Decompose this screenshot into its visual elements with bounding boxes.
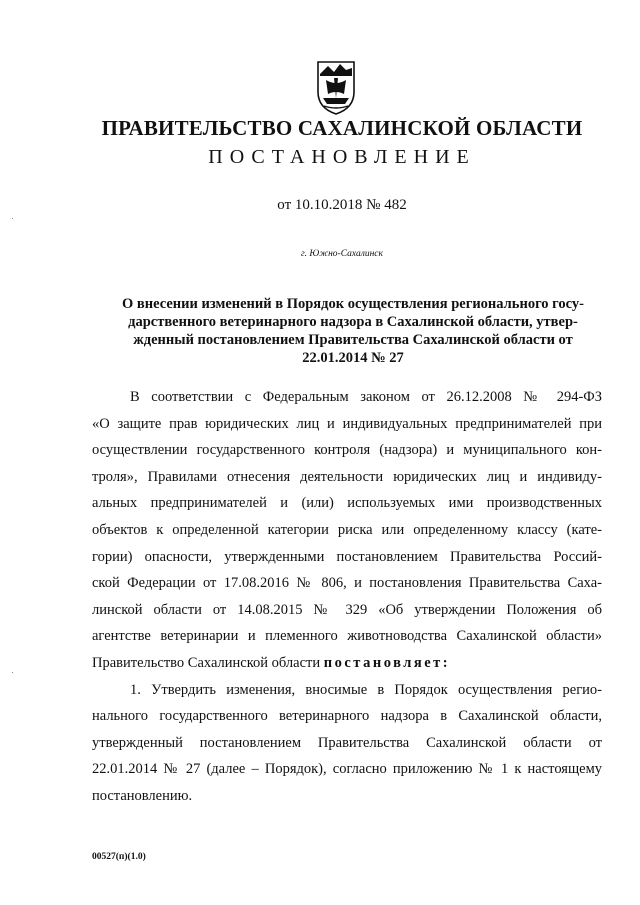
body-line-resolution [92,650,602,677]
body-line: объектов к определенной категории риска или определенному классу (кате- [92,521,602,538]
body-line: осуществлении государственного контроля (надзора) и муниципального кон- [92,442,602,459]
body-line: В соответствии с Федеральным законом от 26.12.2008 № 294-ФЗ [130,389,602,405]
body-text: Правительство Сахалинской области [92,654,324,671]
body-line: альных предпринимателей и (или) используемых ими производственных [92,495,602,512]
title-line: О внесении изменений в Порядок осуществления регионального госу- [122,296,584,312]
title-line: 22.01.2014 № 27 [302,350,404,366]
document-kind: ПОСТАНОВЛЕНИЕ [208,146,476,168]
body-line: 1. Утвердить изменения, вносимые в Порядок осуществления регио- [130,681,602,698]
organization-name: ПРАВИТЕЛЬСТВО САХАЛИНСКОЙ ОБЛАСТИ [101,116,583,140]
body-line: линской области от 14.08.2015 № 329 «Об утверждении Положения об [92,601,602,618]
body-line: утвержденный постановлением Правительства Сахалинской области от [92,734,602,751]
coat-of-arms-icon [314,58,358,116]
body-line: нального государственного ветеринарного надзора в Сахалинской области, [92,708,602,725]
body-line: постановлению. [92,787,193,804]
body-line: 22.01.2014 № 27 (далее – Порядок), согласно приложению № 1 к настоящему [92,761,602,778]
title-line: жденный постановлением Правительства Сахалинской области от [133,332,573,348]
document-code: 00527(п)(1.0) [92,852,146,862]
body-line: ской Федерации от 17.08.2016 № 806, и постановления Правительства Саха- [92,575,602,592]
scan-speck [12,218,13,219]
document-body [92,384,602,810]
document-city: г. Южно-Сахалинск [301,249,383,259]
body-line: троля», Правилами отнесения деятельности юридических лиц и индивиду- [92,468,602,485]
body-line: «О защите прав юридических лиц и индивидуальных предпринимателей при [92,415,602,432]
document-title [102,295,604,367]
document-date-number: от 10.10.2018 № 482 [277,197,407,213]
body-line: гории) опасности, утвержденными постановлением Правительства Россий- [92,548,602,565]
resolution-keyword: постановляет: [323,654,451,671]
scan-speck [12,672,13,673]
title-line: дарственного ветеринарного надзора в Сахалинской области, утвер- [128,314,578,330]
body-line: агентстве ветеринарии и племенного животноводства Сахалинской области» [92,628,602,645]
